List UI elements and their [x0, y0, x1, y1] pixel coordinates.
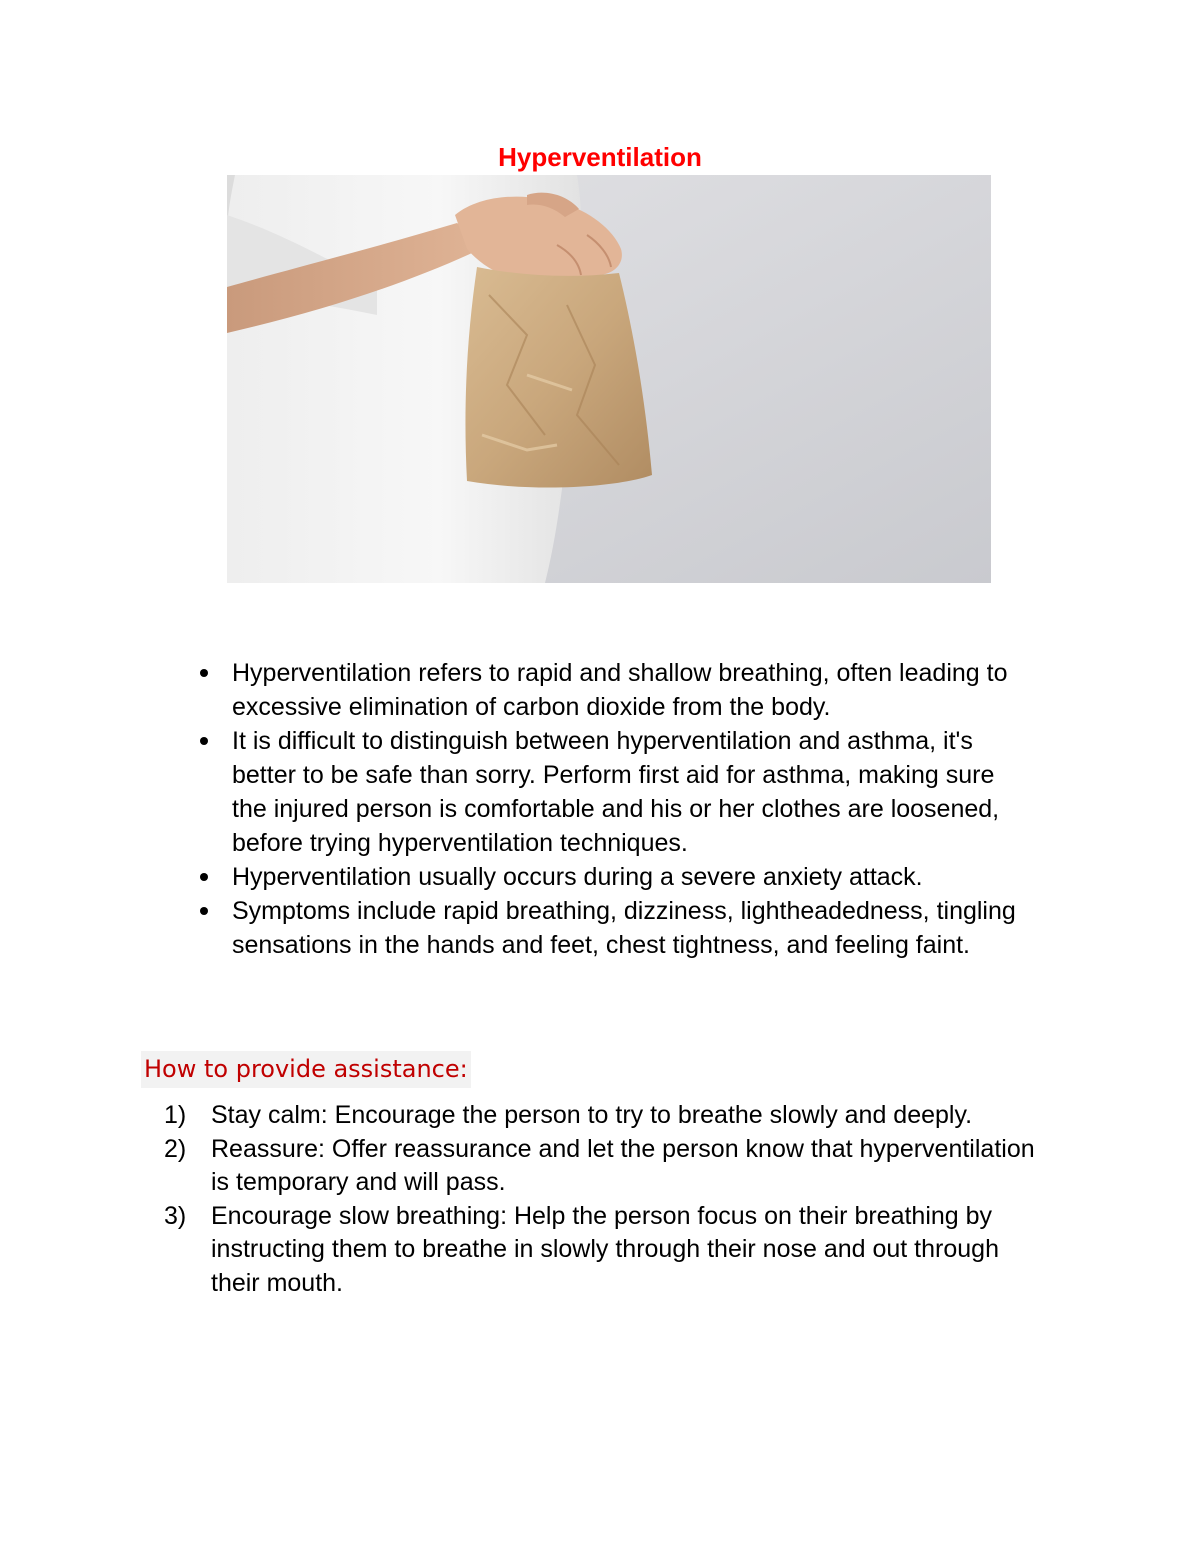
step-text: Reassure: Offer reassurance and let the person know that hyperventilation is temporary and will pass. [211, 1134, 1035, 1196]
list-item: It is difficult to distinguish between hyperventilation and asthma, it's better to be safe than sorry. Perform first aid for asthma, making sure the injured person is comfortable and his or her clothes are loosened, before trying hyperventilation techniques. [196, 724, 1016, 860]
step-text: Encourage slow breathing: Help the person focus on their breathing by instructing them to breathe in slowly through their nose and out through their mouth. [211, 1201, 999, 1297]
page-title: Hyperventilation [498, 142, 702, 172]
list-item [164, 1133, 1044, 1200]
list-item: Symptoms include rapid breathing, dizziness, lightheadedness, tingling sensations in the hands and feet, chest tightness, and feeling faint. [196, 894, 1016, 962]
step-number: 3) [164, 1201, 187, 1230]
bullet-dot-icon [200, 873, 208, 881]
info-bullet-list [196, 656, 1016, 962]
list-item: Hyperventilation usually occurs during a severe anxiety attack. [196, 860, 1016, 894]
paper-bag-photo [227, 175, 991, 583]
list-item [164, 1099, 1044, 1133]
step-text: Stay calm: Encourage the person to try to breathe slowly and deeply. [211, 1101, 973, 1129]
bullet-dot-icon [200, 737, 208, 745]
step-number: 2) [164, 1134, 187, 1163]
bullet-dot-icon [200, 669, 208, 677]
assistance-steps-list [164, 1099, 1044, 1300]
list-item: Hyperventilation refers to rapid and shallow breathing, often leading to excessive elimination of carbon dioxide from the body. [196, 656, 1016, 724]
list-item [164, 1200, 1044, 1301]
assistance-heading: How to provide assistance: [141, 1051, 471, 1088]
step-number: 1) [164, 1101, 187, 1129]
bullet-dot-icon [200, 907, 208, 915]
